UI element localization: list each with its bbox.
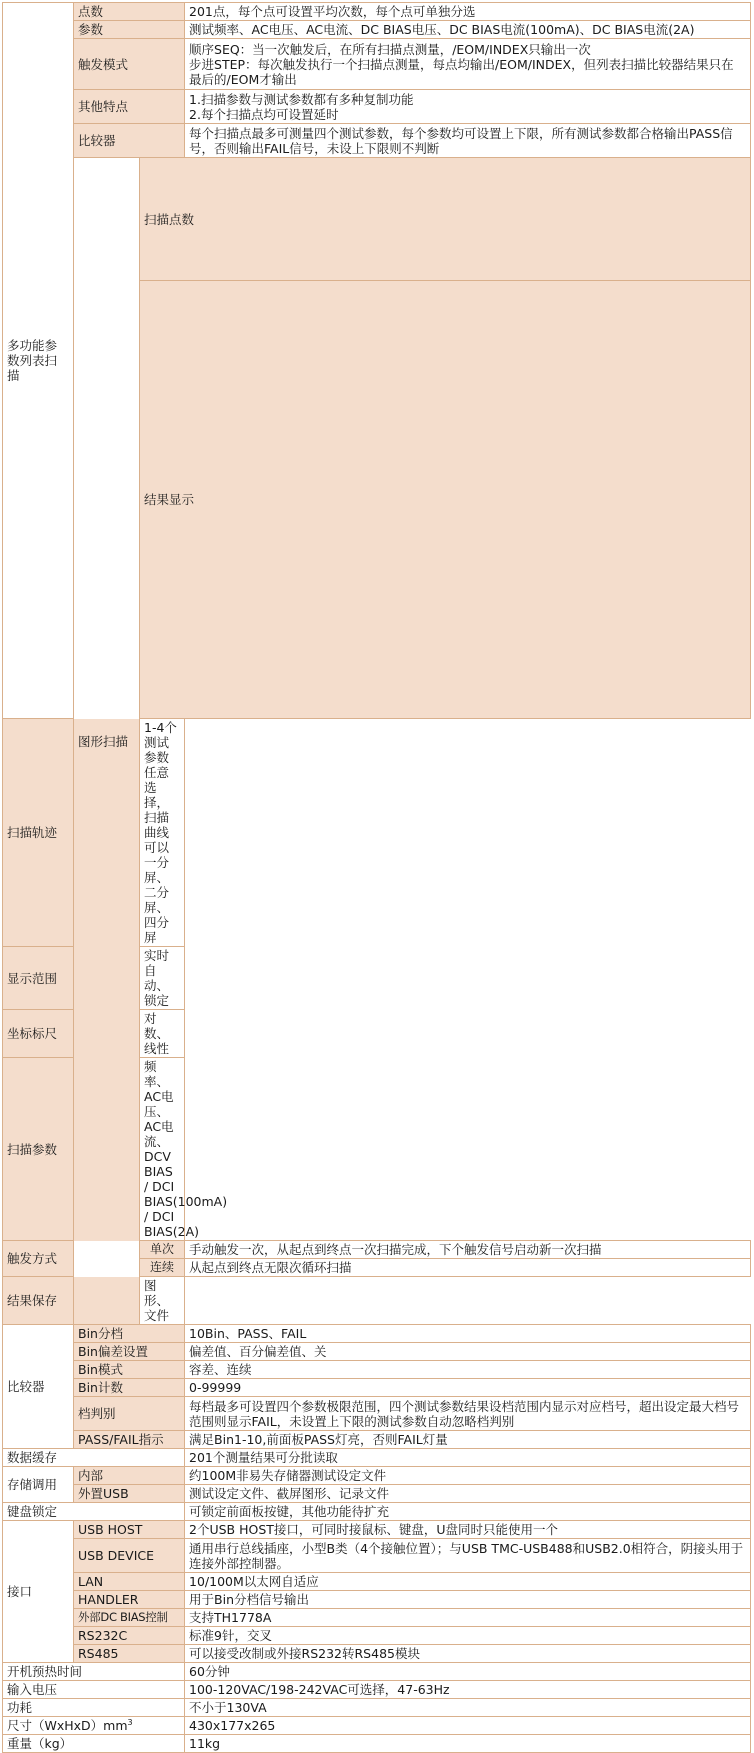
row-label: PASS/FAIL指示 — [74, 1431, 185, 1449]
row-value: 实时自动、锁定 — [140, 947, 185, 1010]
table-row — [3, 39, 751, 90]
table-row — [3, 90, 751, 124]
row-label: 档判别 — [74, 1397, 185, 1431]
category-cell: 输入电压 — [3, 1681, 185, 1699]
row-label: USB DEVICE — [74, 1539, 185, 1573]
row-label: 内部 — [74, 1467, 185, 1485]
row-value: 标准9针，交叉 — [185, 1627, 751, 1645]
row-label: 触发方式 — [3, 1241, 74, 1277]
category-cell — [3, 1717, 185, 1735]
table-row — [3, 1010, 751, 1058]
row-value — [185, 90, 751, 124]
table-row — [3, 1645, 751, 1663]
table-row — [3, 1379, 751, 1397]
table-row — [3, 1397, 751, 1431]
row-value: 1-4个测试参数任意选择，扫描曲线可以一分屏、二分屏、四分屏 — [140, 719, 185, 947]
category-cell: 接口 — [3, 1521, 74, 1663]
row-value: 对数、线性 — [140, 1010, 185, 1058]
row-value: 通用串行总线插座，小型B类（4个接触位置）；与USB TMC-USB488和USB2.0相符合，阴接头用于连接外部控制器。 — [185, 1539, 751, 1573]
row-sublabel: 连续 — [140, 1259, 185, 1277]
row-label: 显示范围 — [3, 947, 140, 1010]
table-row — [3, 1521, 751, 1539]
value-line: 2.每个扫描点均可设置延时 — [189, 106, 339, 122]
row-value: 201个测量结果可分批读取 — [185, 1449, 751, 1467]
row-value: 不小于130VA — [185, 1699, 751, 1717]
table-row — [3, 1735, 751, 1753]
row-label: HANDLER — [74, 1591, 185, 1609]
value-line: 1.扫描参数与测试参数都有多种复制功能 — [189, 91, 414, 107]
table-row — [3, 1591, 751, 1609]
spec-table — [2, 2, 751, 1753]
row-value — [185, 39, 751, 90]
row-sublabel: 单次 — [140, 1241, 185, 1259]
row-label: 点数 — [74, 3, 185, 21]
row-label: Bin偏差设置 — [74, 1343, 185, 1361]
row-value: 每档最多可设置四个参数极限范围，四个测试参数结果设档范围内显示对应档号，超出设定最大档号范围则显示FAIL，未设置上下限的测试参数自动忽略档判别 — [185, 1397, 751, 1431]
table-row — [3, 1431, 751, 1449]
row-value: 用于Bin分档信号输出 — [185, 1591, 751, 1609]
row-value: 从起点到终点无限次循环扫描 — [185, 1259, 751, 1277]
table-row — [3, 1361, 751, 1379]
category-cell: 键盘锁定 — [3, 1503, 185, 1521]
value-line: 步进STEP：每次触发执行一个扫描点测量，每点均输出/EOM/INDEX，但列表扫描比较器结果只在最后的/EOM才输出 — [189, 56, 734, 87]
row-label: RS232C — [74, 1627, 185, 1645]
row-value: 频率、AC电压、AC电流、DCV BIAS / DCI BIAS(100mA) / DCI BIAS(2A) — [140, 1058, 185, 1241]
row-value: 满足Bin1-10,前面板PASS灯亮，否则FAIL灯量 — [185, 1431, 751, 1449]
table-row — [3, 1467, 751, 1485]
row-value: 测试设定文件、截屏图形、记录文件 — [185, 1485, 751, 1503]
table-row — [3, 1609, 751, 1627]
row-label: Bin分档 — [74, 1325, 185, 1343]
category-cell: 开机预热时间 — [3, 1663, 185, 1681]
table-row — [3, 124, 751, 158]
row-label: 外置USB — [74, 1485, 185, 1503]
table-row — [3, 1485, 751, 1503]
row-value: 手动触发一次，从起点到终点一次扫描完成，下个触发信号启动新一次扫描 — [185, 1241, 751, 1259]
row-label: 其他特点 — [74, 90, 185, 124]
dimension-superscript: 3 — [127, 1717, 133, 1727]
row-value: 偏差值、百分偏差值、关 — [185, 1343, 751, 1361]
row-label: 触发模式 — [74, 39, 185, 90]
row-value: 11kg — [185, 1735, 751, 1753]
row-label: 结果保存 — [3, 1277, 140, 1325]
category-cell: 比较器 — [3, 1325, 74, 1449]
table-row — [3, 1573, 751, 1591]
row-label: LAN — [74, 1573, 185, 1591]
row-value: 图形、文件 — [140, 1277, 185, 1325]
row-value: 2个USB HOST接口，可同时接鼠标、键盘，U盘同时只能使用一个 — [185, 1521, 751, 1539]
table-row — [3, 1717, 751, 1735]
category-cell: 重量（kg） — [3, 1735, 185, 1753]
row-label: Bin模式 — [74, 1361, 185, 1379]
row-label: 参数 — [74, 21, 185, 39]
row-value: 430x177x265 — [185, 1717, 751, 1735]
row-label: 坐标标尺 — [3, 1010, 140, 1058]
row-label: 结果显示 — [140, 281, 751, 719]
row-value: 0-99999 — [185, 1379, 751, 1397]
table-row — [3, 1627, 751, 1645]
table-row — [3, 21, 751, 39]
row-label: 扫描点数 — [140, 158, 751, 281]
row-value: 可以接受改制或外接RS232转RS485模块 — [185, 1645, 751, 1663]
row-value: 100-120VAC/198-242VAC可选择，47-63Hz — [185, 1681, 751, 1699]
row-value: 测试频率、AC电压、AC电流、DC BIAS电压、DC BIAS电流(100mA)、DC BIAS电流(2A) — [185, 21, 751, 39]
table-row — [3, 158, 751, 281]
category-cell: 存储调用 — [3, 1467, 74, 1503]
row-value: 容差、连续 — [185, 1361, 751, 1379]
table-row — [3, 1681, 751, 1699]
row-label: 扫描轨迹 — [3, 719, 140, 947]
row-value: 10/100M以太网自适应 — [185, 1573, 751, 1591]
table-row — [3, 1663, 751, 1681]
table-row — [3, 3, 751, 21]
table-row — [3, 1539, 751, 1573]
row-label: 扫描参数 — [3, 1058, 140, 1241]
table-row — [3, 1343, 751, 1361]
category-cell: 数据缓存 — [3, 1449, 185, 1467]
table-row — [3, 1277, 751, 1325]
row-label: USB HOST — [74, 1521, 185, 1539]
row-label: RS485 — [74, 1645, 185, 1663]
category-cell: 功耗 — [3, 1699, 185, 1717]
row-value: 201点，每个点可设置平均次数，每个点可单独分选 — [185, 3, 751, 21]
table-row — [3, 947, 751, 1010]
category-cell: 多功能参数列表扫描 — [3, 3, 74, 719]
table-row — [3, 1058, 751, 1241]
row-value: 60分钟 — [185, 1663, 751, 1681]
value-line: 顺序SEQ：当一次触发后，在所有扫描点测量，/EOM/INDEX只输出一次 — [189, 41, 591, 57]
table-row — [3, 1325, 751, 1343]
row-label: 外部DC BIAS控制 — [74, 1609, 185, 1627]
row-label: Bin计数 — [74, 1379, 185, 1397]
table-row — [3, 1699, 751, 1717]
row-value: 可锁定前面板按键，其他功能待扩充 — [185, 1503, 751, 1521]
table-row — [3, 719, 751, 947]
row-label: 比较器 — [74, 124, 185, 158]
row-value: 每个扫描点最多可测量四个测试参数，每个参数均可设置上下限，所有测试参数都合格输出PASS信号，否则输出FAIL信号，未设上下限则不判断 — [185, 124, 751, 158]
dimension-label: 尺寸（WxHxD）mm — [7, 1718, 128, 1733]
row-value: 支持TH1778A — [185, 1609, 751, 1627]
row-value: 10Bin、PASS、FAIL — [185, 1325, 751, 1343]
table-row — [3, 1449, 751, 1467]
row-value: 约100M非易失存储器测试设定文件 — [185, 1467, 751, 1485]
table-row — [3, 1503, 751, 1521]
category-cell: 图形扫描 — [74, 158, 140, 1325]
